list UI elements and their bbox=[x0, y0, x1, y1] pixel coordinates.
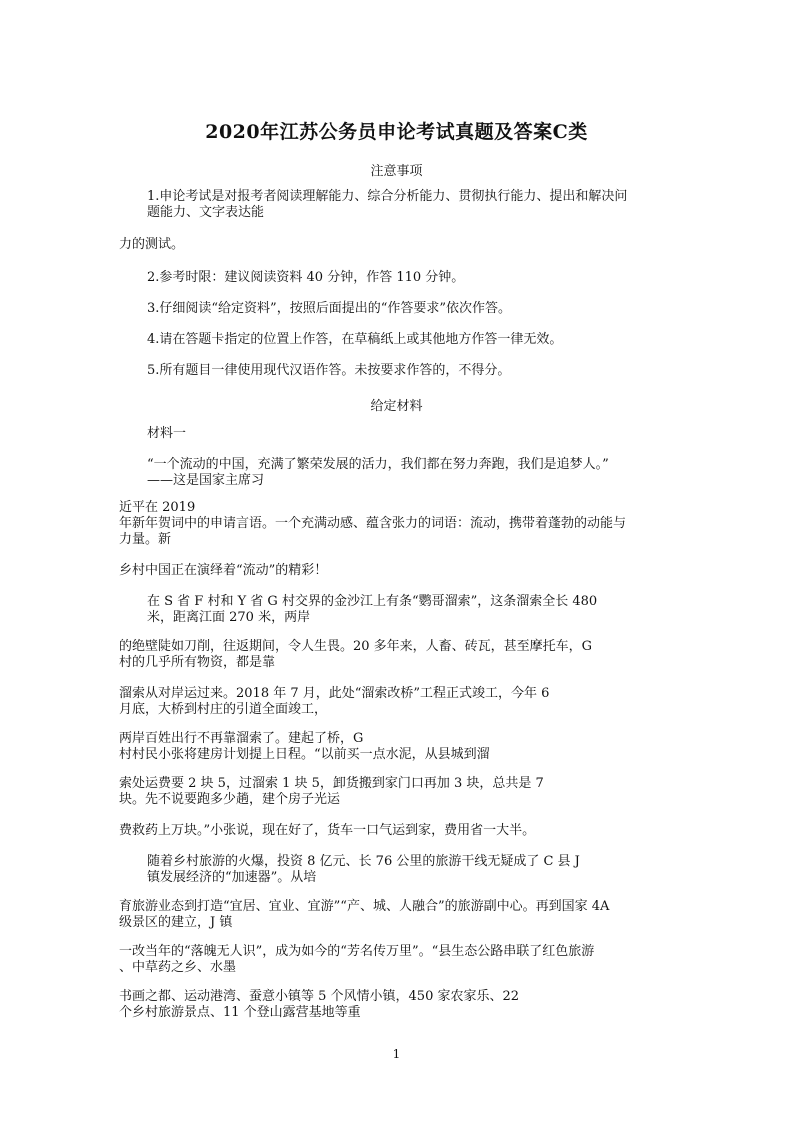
text-line: 的绝壁陡如刀削，往返期间，令人生畏。20 多年来，人畜、砖瓦，甚至摩托车，G bbox=[119, 639, 593, 654]
material-heading: 给定材料 bbox=[370, 399, 423, 414]
document-title: 2020年江苏公务员申论考试真题及答案C类 bbox=[205, 121, 588, 143]
text-line: 村村民小张将建房计划提上日程。“以前买一点水泥，从县城到溜 bbox=[119, 747, 490, 762]
notice-heading: 注意事项 bbox=[370, 164, 423, 179]
text-line: 费救药上万块。”小张说，现在好了，货车一口气运到家，费用省一大半。 bbox=[119, 823, 536, 838]
material-label: 材料一 bbox=[147, 426, 187, 441]
text-line: 级景区的建立，J 镇 bbox=[119, 915, 233, 930]
text-line: “一个流动的中国，充满了繁荣发展的活力，我们都在努力奔跑，我们是追梦人。” bbox=[147, 457, 609, 472]
text-line: 、中草药之乡、水墨 bbox=[119, 960, 237, 975]
notice-item-3: 3.仔细阅读“给定资料”，按照后面提出的“作答要求”依次作答。 bbox=[147, 301, 511, 316]
text-line: 育旅游业态到打造“宜居、宜业、宜游”“产、城、人融合”的旅游副中心。再到国家 4A bbox=[119, 899, 610, 914]
text-line: 力量。新 bbox=[119, 532, 172, 547]
text-line: 月底，大桥到村庄的引道全面竣工， bbox=[119, 702, 328, 717]
notice-item-1-cont: 题能力、文字表达能 bbox=[147, 205, 265, 220]
text-line: 两岸百姓出行不再靠溜索了。建起了桥，G bbox=[119, 731, 364, 746]
notice-item-5: 5.所有题目一律使用现代汉语作答。未按要求作答的，不得分。 bbox=[147, 363, 511, 378]
text-line: 一改当年的“落魄无人识”，成为如今的“芳名传万里”。“县生态公路串联了红色旅游 bbox=[119, 944, 595, 959]
text-line: 索处运费要 2 块 5，过溜索 1 块 5，卸货搬到家门口再加 3 块，总共是 7 bbox=[119, 776, 544, 791]
text-line: 在 S 省 F 村和 Y 省 G 村交界的金沙江上有条“鹦哥溜索”，这条溜索全长 480 bbox=[147, 594, 598, 609]
notice-item-1: 1.申论考试是对报考者阅读理解能力、综合分析能力、贯彻执行能力、提出和解决问 bbox=[147, 189, 628, 204]
text-line: 溜索从对岸运过来。2018 年 7 月，此处“溜索改桥”工程正式竣工，今年 6 bbox=[119, 686, 550, 701]
notice-item-2: 2.参考时限：建议阅读资料 40 分钟，作答 110 分钟。 bbox=[147, 270, 465, 285]
text-line: 随着乡村旅游的火爆，投资 8 亿元、长 76 公里的旅游干线无疑成了 C 县 J bbox=[147, 854, 580, 869]
text-line: 米，距离江面 270 米，两岸 bbox=[147, 610, 311, 625]
text-line: 近平在 2019 bbox=[119, 500, 196, 515]
text-line: 年新年贺词中的申请言语。一个充满动感、蕴含张力的词语：流动，携带着蓬勃的动能与 bbox=[119, 516, 627, 531]
text-line: 个乡村旅游景点、11 个登山露营基地等重 bbox=[119, 1005, 361, 1020]
text-line: 书画之都、运动港湾、蚕意小镇等 5 个风情小镇，450 家农家乐、22 bbox=[119, 989, 520, 1004]
notice-item-4: 4.请在答题卡指定的位置上作答，在草稿纸上或其他地方作答一律无效。 bbox=[147, 332, 563, 347]
text-line: ——这是国家主席习 bbox=[147, 473, 265, 488]
text-line: 乡村中国正在演绎着“流动”的精彩！ bbox=[119, 563, 328, 578]
notice-item-1-tail: 力的测试。 bbox=[119, 237, 185, 252]
text-line: 镇发展经济的“加速器”。从培 bbox=[147, 870, 317, 885]
text-line: 村的几乎所有物资，都是靠 bbox=[119, 655, 276, 670]
page-number: 1 bbox=[392, 1047, 401, 1061]
text-line: 块。先不说要跑多少趟，建个房子光运 bbox=[119, 792, 341, 807]
